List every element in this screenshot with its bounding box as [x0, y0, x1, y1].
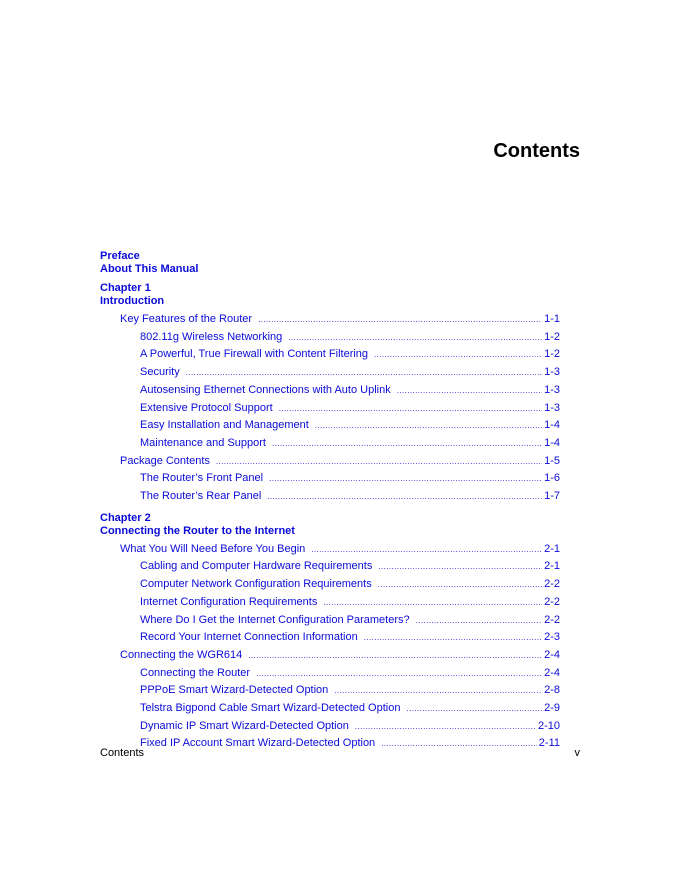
dot-leader	[216, 454, 542, 471]
dot-leader	[378, 559, 542, 576]
dot-leader	[311, 542, 542, 559]
dot-leader	[355, 719, 536, 736]
chapter-number[interactable]: Chapter 1	[100, 282, 151, 294]
toc-entry[interactable]	[100, 576, 560, 594]
toc-entry-page: 2-4	[544, 666, 560, 679]
toc-entry[interactable]	[100, 346, 560, 364]
toc-entry-title: Autosensing Ethernet Connections with Auto Uplink	[140, 383, 391, 396]
dot-leader	[323, 595, 542, 612]
dot-leader	[334, 683, 542, 700]
dot-leader	[269, 471, 542, 488]
dot-leader	[279, 401, 542, 418]
dot-leader	[406, 701, 542, 718]
dot-leader	[258, 312, 542, 329]
dot-leader	[381, 736, 537, 753]
toc-entry[interactable]	[100, 417, 560, 435]
toc-entry-page: 1-2	[544, 330, 560, 343]
toc-entry-title: The Router’s Rear Panel	[140, 490, 262, 503]
toc-entry-title: Key Features of the Router	[120, 313, 253, 325]
dot-leader	[374, 347, 542, 364]
toc-entry[interactable]	[100, 488, 560, 506]
toc-entry-title: Security	[140, 366, 180, 379]
dot-leader	[315, 418, 542, 435]
toc-entry-title: Connecting the WGR614	[120, 648, 243, 661]
toc-entry[interactable]	[100, 470, 560, 488]
toc-entry-title: Telstra Bigpond Cable Smart Wizard-Detected Option	[140, 702, 401, 715]
toc-entry-page: 1-4	[544, 419, 560, 432]
preface-link[interactable]: Preface	[100, 250, 140, 262]
toc-entry-title: A Powerful, True Firewall with Content Filtering	[140, 348, 369, 361]
toc-entry[interactable]	[100, 735, 560, 753]
toc-entry-page: 1-3	[544, 383, 560, 396]
toc-entry-title: 802.11g Wireless Networking	[140, 330, 283, 343]
toc-entry-page: 2-1	[544, 542, 560, 555]
toc-entry-title: Where Do I Get the Internet Configuration Parameters?	[140, 613, 410, 626]
toc-entry-page: 2-1	[544, 560, 560, 573]
toc-entry-page: 1-1	[544, 313, 560, 325]
toc-entry-page: 2-4	[544, 648, 560, 661]
toc-entry[interactable]	[100, 453, 560, 471]
dot-leader	[272, 436, 542, 453]
footer-section-label: Contents	[100, 747, 145, 759]
toc-entry-title: Package Contents	[120, 454, 210, 467]
dot-leader	[186, 365, 542, 382]
toc-entry-page: 1-4	[544, 436, 560, 449]
toc-entry-title: Extensive Protocol Support	[140, 401, 273, 414]
dot-leader	[364, 630, 542, 647]
toc-entry-page: 2-3	[544, 631, 560, 644]
toc-entry-page: 1-6	[544, 472, 560, 485]
toc-entry-page: 2-10	[537, 719, 560, 732]
toc-entry[interactable]	[100, 612, 560, 630]
toc-entry[interactable]	[100, 435, 560, 453]
toc-entry-title: Connecting the Router	[140, 666, 251, 679]
toc-entry[interactable]	[100, 700, 560, 718]
toc-entry[interactable]	[100, 558, 560, 576]
toc-entry-page: 2-2	[544, 595, 560, 608]
dot-leader	[378, 577, 542, 594]
toc-entry-page: 1-5	[544, 454, 560, 467]
toc-entry[interactable]	[100, 682, 560, 700]
about-manual-link[interactable]: About This Manual	[100, 263, 199, 275]
toc-entry[interactable]	[100, 718, 560, 736]
toc-entry-page: 1-3	[544, 401, 560, 414]
toc-entry-title: Dynamic IP Smart Wizard-Detected Option	[140, 719, 349, 732]
toc-entry-page: 1-7	[544, 490, 560, 503]
chapter-title[interactable]: Introduction	[100, 295, 165, 307]
toc-entry-page: 2-2	[544, 578, 560, 591]
toc-entry[interactable]	[100, 629, 560, 647]
toc-entry-title: Cabling and Computer Hardware Requirements	[140, 560, 373, 573]
toc-entry[interactable]	[100, 594, 560, 612]
toc-entry-title: Computer Network Configuration Requirements	[140, 578, 372, 591]
toc-entry-title: Record Your Internet Connection Information	[140, 631, 358, 644]
toc-entry[interactable]	[100, 665, 560, 683]
table-of-contents	[100, 250, 560, 753]
dot-leader	[397, 383, 542, 400]
toc-entry-page: 2-9	[544, 702, 560, 715]
dot-leader	[416, 613, 542, 630]
toc-entry-title: The Router’s Front Panel	[140, 472, 264, 485]
toc-entry-page: 2-11	[538, 737, 560, 750]
toc-entry-page: 1-2	[544, 348, 560, 361]
chapters-container	[100, 282, 560, 753]
toc-entry[interactable]	[100, 382, 560, 400]
toc-entry-title: Easy Installation and Management	[140, 419, 309, 432]
page-title: Contents	[493, 140, 580, 162]
dot-leader	[248, 648, 542, 665]
toc-entry[interactable]	[100, 311, 560, 329]
toc-entry-page: 2-8	[544, 684, 560, 697]
toc-entry[interactable]	[100, 364, 560, 382]
toc-entry-title: Fixed IP Account Smart Wizard-Detected Option	[140, 737, 376, 750]
chapter-title[interactable]: Connecting the Router to the Internet	[100, 524, 295, 537]
dot-leader	[267, 489, 542, 506]
toc-entry-page: 1-3	[544, 366, 560, 379]
toc-entry[interactable]	[100, 541, 560, 559]
toc-entry[interactable]	[100, 647, 560, 665]
toc-entry-title: Internet Configuration Requirements	[140, 595, 318, 608]
toc-entry-title: PPPoE Smart Wizard-Detected Option	[140, 684, 329, 697]
toc-entry-title: Maintenance and Support	[140, 436, 266, 449]
toc-entry[interactable]	[100, 329, 560, 347]
toc-entry[interactable]	[100, 400, 560, 418]
dot-leader	[288, 330, 542, 347]
footer-page-number: v	[574, 747, 580, 759]
dot-leader	[256, 666, 542, 683]
chapter-number[interactable]: Chapter 2	[100, 511, 151, 524]
toc-entry-page: 2-2	[544, 613, 560, 626]
toc-entry-title: What You Will Need Before You Begin	[120, 542, 306, 555]
